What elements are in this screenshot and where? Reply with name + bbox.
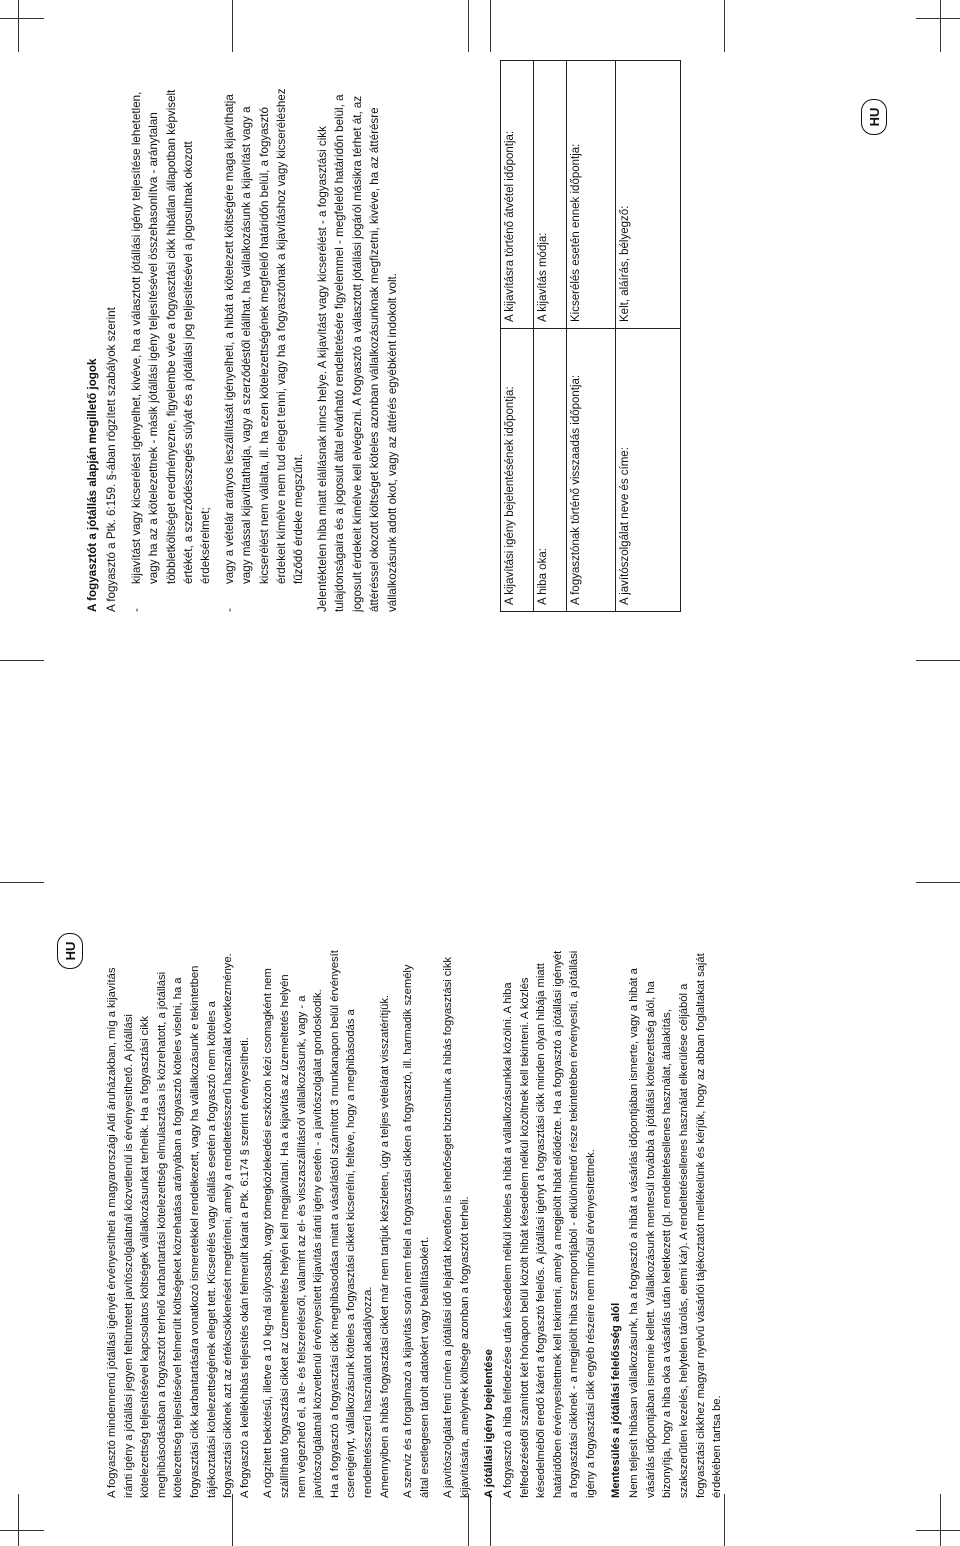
table-cell: Kelt, aláírás, bélyegző: [616, 61, 681, 329]
crop-mark [724, 0, 725, 52]
table-cell: A kijavítás módja: [534, 61, 567, 329]
crop-mark [468, 1494, 469, 1546]
crop-mark [18, 0, 19, 52]
section-heading: A jótállási igény bejelentése [483, 1349, 496, 1498]
table-cell: A kijavításra történő átvétel időpontja: [501, 61, 534, 329]
crop-mark [0, 1530, 44, 1531]
crop-mark [940, 0, 941, 52]
table-row [534, 61, 567, 612]
crop-mark [0, 18, 44, 19]
crop-mark [0, 882, 44, 883]
table-cell: A hiba oka: [534, 329, 567, 612]
paragraph: A rögzített bekötésű, illetve a 10 kg-nál súlyosabb, vagy tömegközlekedési eszközön kézi csomagként nem szállítható fogyasztási cikket az üzemeltetés helyén kell megjavítani. Ha a kijavítás az üzemeltetés helyén nem végezhető el, a le- és felszerelésről, valamint az el- és visszaszállításról vállalkozásunk, vagy - a javítószolgálatnál közvetlenül érvényesített kijavítás iránti igény esetén - a javítószolgálat gondoskodik. [262, 968, 325, 1498]
table-row [501, 61, 534, 612]
language-badge: HU [861, 99, 887, 135]
section-heading: Mentesülés a jótállási felelősség alól [609, 1302, 622, 1498]
right-page-text [84, 68, 408, 612]
table-cell: A javítószolgálat neve és címe: [616, 329, 681, 612]
crop-mark [490, 0, 491, 52]
crop-mark [232, 1494, 233, 1546]
crop-mark [468, 0, 469, 52]
crop-mark [18, 1494, 19, 1546]
language-badge: HU [57, 933, 83, 969]
paragraph: Amennyiben a hibás fogyasztási cikket már nem tartjuk készleten, úgy a teljes vételárat visszatérítjük. [378, 994, 391, 1498]
table-cell: A fogyasztónak történő visszaadás időpontja: [567, 329, 616, 612]
list-item: - vagy a vételár arányos leszállítását igényelheti, a hibát a kötelezett költségére maga kijavíthatja vagy mással kijavíttathatja, vagy a szerződéstől elállhat, ha vállalkozásunk a kijavítást vagy a kicserélést nem vállalta, ill. ha ezen kötelezettségének megfelelő határidőn belül, a fogyasztó érdekeit kímélve nem tud eleget tenni, vagy ha a fogyasztónak a kijavításhoz vagy kicseréléshez fűződő érdeke megszűnt. [221, 68, 308, 612]
paragraph: Nem teljesít hibásan vállalkozásunk, ha a fogyasztó a hibát a vásárlás időpontjában ismerte, vagy a hibát a vásárlás időpontjában ismernie kellett. Vállalkozásunk mentesül továbbá a jótállási kötelezettség alól, ha bizonyítja, hogy a hiba oka a vásárlás után keletkezett (pl. rendeltetésellenes használat, átalakítás, szakszerűtlen kezelés, helytelen tárolás, elemi kár). A rendeltetésellenes használat elkerülése céljából a fogyasztási cikkhez magyar nyelvű vásárlói tájékoztatót mellékelünk és kérjük, hogy az abban foglaltakat saját érdekében tartsa be. [628, 953, 724, 1498]
paragraph: A fogyasztó a Ptk. 6:159. §-ában rögzített szabályok szerint [105, 307, 119, 612]
table-row [567, 61, 616, 612]
paragraph: Jelentéktelen hiba miatt elállásnak nincs helye. A kijavítást vagy kicserélést - a fogyasztási cikk tulajdonságaira és a jogosult által elvárható rendeltetésére figyelemmel - megfelelő határidőn belül, a jogosult érdekeit kímélve kell elvégezni. A fogyasztó a választott jótállási jogáról másikra térhet át, az áttéréssel okozott költséget köteles azonban vállalkozásunknak megfizetni, kivéve, ha az áttérésre vállalkozásunk adott okot, vagy az áttérés egyébként indokolt volt. [315, 94, 399, 612]
rights-list [128, 68, 308, 612]
table-row [616, 61, 681, 612]
table-cell: Kicserélés esetén ennek időpontja: [567, 61, 616, 329]
left-page-text [104, 950, 733, 1498]
crop-mark [490, 1494, 491, 1546]
repair-form-table [500, 60, 681, 612]
paragraph: A szerviz és a forgalmazó a kijavítás során nem felel a fogyasztási cikken a fogyasztó, ill. harmadik személy által esetlegesen tárolt adatokért vagy beállításokért. [402, 964, 431, 1498]
crop-mark [916, 1530, 960, 1531]
crop-mark [916, 882, 960, 883]
crop-mark [0, 660, 44, 661]
crop-mark [916, 18, 960, 19]
paragraph: A fogyasztó mindennemű jótállási igényét érvényesítheti a magyarországi Aldi áruházakban, míg a kijavítás iránti igény a jótállási jegyen feltüntetett javítószolgálatnál közvetlenül is érvényesíthető. A jótállási kötelezettség teljesítésével kapcsolatos költségek vállalkozásunkat terhelik. Ha a fogyasztási cikk meghibásodásában a fogyasztót terhelő karbantartási kötelezettség elmulasztása is közrehatott, a jótállási kötelezettség teljesítésével felmerült költségeket közrehatása arányában a fogyasztó köteles viselni, ha a fogyasztási cikk karbantartására vonatkozó ismeretekkel rendelkezett, vagy ha vállalkozásunk e tekintetben tájékoztatási kötelezettségének eleget tett. Kicserélés vagy elállás esetén a fogyasztó nem köteles a fogyasztási cikknek azt az értékcsökkenését megtéríteni, amely a rendeltetésszerű használat következménye. A fogyasztó a kellékhibás teljesítés okán felmerült kárait a Ptk. 6:174 § szerint érvényesítheti. [106, 953, 251, 1498]
paragraph: Ha a fogyasztó a fogyasztási cikk meghibásodása miatt a vásárlástól számított 3 munkanapon belül érvényesít csereigényt, vállalkozásunk köteles a fogyasztási cikket kicserélni, feltéve, hogy a meghibásodás a rendeltetésszerű használatot akadályozza. [328, 950, 374, 1498]
crop-mark [232, 0, 233, 52]
crop-mark [940, 1494, 941, 1546]
section-heading: A fogyasztót a jótállás alapján megillető jogok [86, 358, 99, 612]
crop-mark [724, 1494, 725, 1546]
paragraph: A javítószolgálat fenti címén a jótállási idő lejártát követően is lehetőséget biztosítunk a hibás fogyasztási cikk kijavítására, amelynek költsége azonban a fogyasztót terheli. [442, 956, 471, 1498]
crop-mark [916, 660, 960, 661]
list-item: - kijavítást vagy kicserélést igényelhet, kivéve, ha a választott jótállási igény teljesítése lehetetlen, vagy ha az a kötelezettnek - másik jótállási igény teljesítésével összehasonlítva - aránytalan többletköltséget eredményezne, figyelembe véve a fogyasztási cikk hibátlan állapotban képviselt értékét, a szerződésszegés súlyát és a jótállási jog teljesítésével a jogosultnak okozott érdeksérelmet; [128, 68, 215, 612]
paragraph: A fogyasztó a hiba felfedezése után késedelem nélkül köteles a hibát a vállalkozásunkkal közölni. A hiba felfedezésétől számított két hónapon belül közölt hibát késedelem nélkül közöltnek kell tekinteni. A közlés késedelméből eredő kárért a fogyasztó felelős. A jótállási igényt a fogyasztási cikk minden olyan hibája miatt határidőben érvényesítettnek kell tekinteni, amely a megjelölt hibát előidézte. Ha a fogyasztó a jótállási igényét a fogyasztási cikknek - a megjelölt hiba szempontjából - elkülöníthető része tekintetében érvényesíti, a jótállási igény a fogyasztási cikk egyéb részeire nem minősül érvényesítettnek. [502, 950, 598, 1498]
table-cell: A kijavítási igény bejelentésének időpontja: [501, 329, 534, 612]
